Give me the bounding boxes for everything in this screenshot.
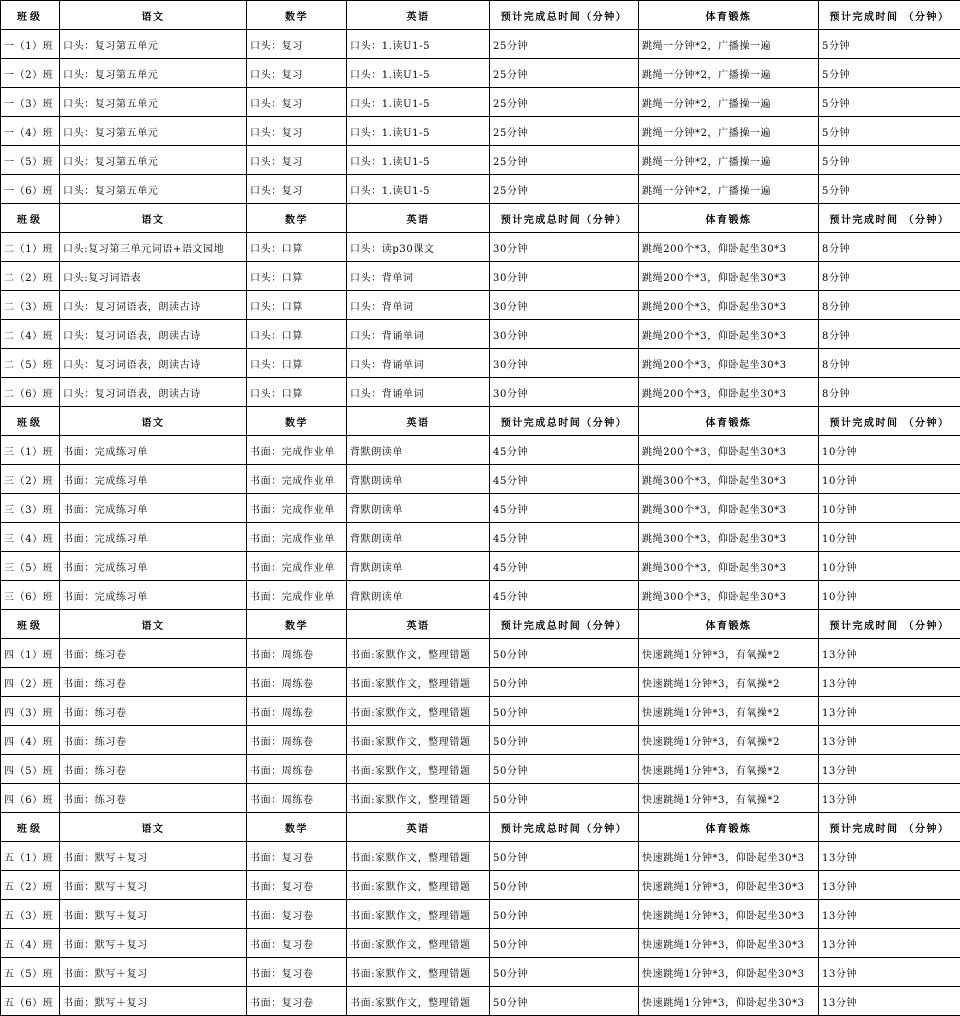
header-cell-chinese: 语文 — [60, 204, 247, 233]
header-cell-pe: 体育锻炼 — [639, 813, 819, 842]
cell-grade: 一（3）班 — [1, 88, 60, 117]
cell-chinese: 书面：练习卷 — [60, 639, 247, 668]
cell-total-time: 45分钟 — [490, 523, 639, 552]
cell-chinese: 口头：复习第五单元 — [60, 88, 247, 117]
cell-total-time: 50分钟 — [490, 726, 639, 755]
cell-grade: 二（5）班 — [1, 349, 60, 378]
cell-pe-time: 8分钟 — [819, 349, 960, 378]
cell-pe: 快速跳绳1分钟*3，仰卧起坐30*3 — [639, 842, 819, 871]
cell-chinese: 口头:复习词语表 — [60, 262, 247, 291]
cell-english: 背默朗读单 — [347, 552, 490, 581]
cell-math: 书面：周练卷 — [247, 668, 347, 697]
cell-pe: 快速跳绳1分钟*3，仰卧起坐30*3 — [639, 900, 819, 929]
cell-grade: 一（6）班 — [1, 175, 60, 204]
cell-chinese: 书面：练习卷 — [60, 668, 247, 697]
table-row — [1, 755, 960, 784]
table-row — [1, 784, 960, 813]
cell-grade: 四（1）班 — [1, 639, 60, 668]
cell-total-time: 30分钟 — [490, 320, 639, 349]
cell-english: 口头：背诵单词 — [347, 349, 490, 378]
cell-total-time: 50分钟 — [490, 987, 639, 1016]
cell-english: 书面:家默作文，整理错题 — [347, 900, 490, 929]
cell-total-time: 50分钟 — [490, 639, 639, 668]
header-cell-english: 英语 — [347, 204, 490, 233]
cell-total-time: 30分钟 — [490, 349, 639, 378]
table-row — [1, 59, 960, 88]
cell-english: 背默朗读单 — [347, 523, 490, 552]
cell-math: 书面：完成作业单 — [247, 436, 347, 465]
cell-math: 书面：周练卷 — [247, 784, 347, 813]
table-row — [1, 88, 960, 117]
cell-grade: 三（1）班 — [1, 436, 60, 465]
cell-grade: 五（4）班 — [1, 929, 60, 958]
cell-pe: 跳绳300个*3，仰卧起坐30*3 — [639, 494, 819, 523]
cell-pe-time: 13分钟 — [819, 987, 960, 1016]
cell-english: 书面:家默作文，整理错题 — [347, 987, 490, 1016]
cell-total-time: 50分钟 — [490, 755, 639, 784]
table-row — [1, 146, 960, 175]
cell-chinese: 口头：复习词语表，朗读古诗 — [60, 378, 247, 407]
header-cell-chinese: 语文 — [60, 813, 247, 842]
cell-grade: 四（6）班 — [1, 784, 60, 813]
cell-total-time: 45分钟 — [490, 465, 639, 494]
cell-pe: 跳绳一分钟*2，广播操一遍 — [639, 30, 819, 59]
cell-pe: 跳绳300个*3，仰卧起坐30*3 — [639, 523, 819, 552]
cell-chinese: 书面：完成练习单 — [60, 465, 247, 494]
cell-math: 书面：周练卷 — [247, 639, 347, 668]
cell-total-time: 50分钟 — [490, 842, 639, 871]
cell-english: 书面:家默作文，整理错题 — [347, 929, 490, 958]
cell-pe-time: 10分钟 — [819, 465, 960, 494]
table-row — [1, 929, 960, 958]
cell-chinese: 书面：默写＋复习 — [60, 929, 247, 958]
cell-chinese: 书面：完成练习单 — [60, 581, 247, 610]
cell-math: 口头：口算 — [247, 233, 347, 262]
cell-total-time: 25分钟 — [490, 175, 639, 204]
cell-pe-time: 13分钟 — [819, 697, 960, 726]
header-cell-pe: 体育锻炼 — [639, 407, 819, 436]
header-cell-english: 英语 — [347, 1, 490, 30]
cell-english: 口头：1.读U1-5 — [347, 175, 490, 204]
cell-pe-time: 13分钟 — [819, 842, 960, 871]
cell-pe: 快速跳绳1分钟*3，有氧操*2 — [639, 668, 819, 697]
table-row — [1, 494, 960, 523]
cell-pe-time: 10分钟 — [819, 581, 960, 610]
cell-total-time: 45分钟 — [490, 581, 639, 610]
cell-pe-time: 5分钟 — [819, 30, 960, 59]
cell-chinese: 书面：完成练习单 — [60, 552, 247, 581]
cell-math: 口头：复习 — [247, 88, 347, 117]
header-cell-chinese: 语文 — [60, 610, 247, 639]
cell-chinese: 书面：默写＋复习 — [60, 871, 247, 900]
cell-math: 口头：口算 — [247, 291, 347, 320]
cell-pe-time: 13分钟 — [819, 784, 960, 813]
header-cell-total-time: 预计完成总时间（分钟） — [490, 204, 639, 233]
cell-grade: 二（1）班 — [1, 233, 60, 262]
cell-chinese: 书面：练习卷 — [60, 726, 247, 755]
cell-grade: 三（6）班 — [1, 581, 60, 610]
cell-chinese: 书面：练习卷 — [60, 755, 247, 784]
cell-chinese: 书面：完成练习单 — [60, 436, 247, 465]
table-row — [1, 842, 960, 871]
header-cell-grade: 班级 — [1, 610, 60, 639]
cell-pe: 跳绳200个*3，仰卧起坐30*3 — [639, 436, 819, 465]
cell-chinese: 书面：练习卷 — [60, 784, 247, 813]
cell-math: 书面：复习卷 — [247, 842, 347, 871]
cell-chinese: 口头：复习词语表，朗读古诗 — [60, 349, 247, 378]
cell-grade: 二（2）班 — [1, 262, 60, 291]
cell-pe-time: 8分钟 — [819, 233, 960, 262]
cell-pe-time: 10分钟 — [819, 523, 960, 552]
cell-pe: 跳绳200个*3，仰卧起坐30*3 — [639, 262, 819, 291]
header-row — [1, 204, 960, 233]
cell-grade: 三（3）班 — [1, 494, 60, 523]
cell-english: 背默朗读单 — [347, 465, 490, 494]
table-row — [1, 581, 960, 610]
table-row — [1, 349, 960, 378]
header-cell-math: 数学 — [247, 610, 347, 639]
cell-pe-time: 8分钟 — [819, 320, 960, 349]
header-cell-grade: 班级 — [1, 813, 60, 842]
cell-pe: 跳绳一分钟*2，广播操一遍 — [639, 175, 819, 204]
cell-pe: 快速跳绳1分钟*3，仰卧起坐30*3 — [639, 929, 819, 958]
cell-chinese: 书面：默写＋复习 — [60, 842, 247, 871]
cell-english: 书面:家默作文，整理错题 — [347, 755, 490, 784]
header-cell-pe-time: 预计完成时间 （分钟） — [819, 204, 960, 233]
cell-grade: 三（4）班 — [1, 523, 60, 552]
cell-pe: 快速跳绳1分钟*3，有氧操*2 — [639, 639, 819, 668]
cell-pe: 跳绳一分钟*2，广播操一遍 — [639, 88, 819, 117]
table-row — [1, 465, 960, 494]
cell-total-time: 50分钟 — [490, 929, 639, 958]
cell-math: 书面：完成作业单 — [247, 465, 347, 494]
header-cell-english: 英语 — [347, 407, 490, 436]
cell-pe-time: 5分钟 — [819, 146, 960, 175]
table-body — [1, 1, 960, 1016]
cell-english: 口头：1.读U1-5 — [347, 146, 490, 175]
cell-chinese: 书面：完成练习单 — [60, 494, 247, 523]
cell-english: 口头：1.读U1-5 — [347, 30, 490, 59]
cell-pe-time: 13分钟 — [819, 668, 960, 697]
cell-total-time: 45分钟 — [490, 494, 639, 523]
cell-chinese: 书面：默写＋复习 — [60, 900, 247, 929]
cell-pe: 快速跳绳1分钟*3，有氧操*2 — [639, 697, 819, 726]
cell-pe: 快速跳绳1分钟*3，有氧操*2 — [639, 726, 819, 755]
cell-grade: 一（1）班 — [1, 30, 60, 59]
cell-grade: 一（5）班 — [1, 146, 60, 175]
table-row — [1, 900, 960, 929]
table-row — [1, 958, 960, 987]
cell-chinese: 书面：默写＋复习 — [60, 958, 247, 987]
cell-math: 口头：口算 — [247, 320, 347, 349]
cell-english: 书面:家默作文，整理错题 — [347, 668, 490, 697]
cell-math: 口头：复习 — [247, 117, 347, 146]
cell-math: 口头：口算 — [247, 378, 347, 407]
cell-math: 书面：完成作业单 — [247, 523, 347, 552]
cell-english: 背默朗读单 — [347, 494, 490, 523]
cell-math: 口头：口算 — [247, 349, 347, 378]
cell-math: 书面：完成作业单 — [247, 552, 347, 581]
cell-math: 书面：周练卷 — [247, 726, 347, 755]
cell-math: 口头：复习 — [247, 30, 347, 59]
header-cell-total-time: 预计完成总时间（分钟） — [490, 610, 639, 639]
cell-pe-time: 5分钟 — [819, 59, 960, 88]
cell-grade: 二（6）班 — [1, 378, 60, 407]
cell-grade: 二（3）班 — [1, 291, 60, 320]
cell-total-time: 50分钟 — [490, 900, 639, 929]
cell-math: 书面：周练卷 — [247, 697, 347, 726]
cell-grade: 四（4）班 — [1, 726, 60, 755]
table-row — [1, 552, 960, 581]
cell-math: 书面：复习卷 — [247, 929, 347, 958]
cell-grade: 五（6）班 — [1, 987, 60, 1016]
cell-pe: 跳绳300个*3，仰卧起坐30*3 — [639, 581, 819, 610]
header-cell-pe: 体育锻炼 — [639, 204, 819, 233]
header-cell-english: 英语 — [347, 610, 490, 639]
header-cell-pe: 体育锻炼 — [639, 1, 819, 30]
header-cell-grade: 班级 — [1, 1, 60, 30]
cell-pe-time: 5分钟 — [819, 88, 960, 117]
table-row — [1, 987, 960, 1016]
header-cell-total-time: 预计完成总时间（分钟） — [490, 1, 639, 30]
header-cell-pe-time: 预计完成时间 （分钟） — [819, 813, 960, 842]
cell-math: 口头：复习 — [247, 59, 347, 88]
table-row — [1, 320, 960, 349]
cell-english: 口头：背单词 — [347, 291, 490, 320]
table-row — [1, 233, 960, 262]
header-cell-math: 数学 — [247, 204, 347, 233]
cell-grade: 五（3）班 — [1, 900, 60, 929]
cell-chinese: 书面：练习卷 — [60, 697, 247, 726]
cell-math: 书面：复习卷 — [247, 987, 347, 1016]
cell-total-time: 45分钟 — [490, 552, 639, 581]
cell-pe: 跳绳一分钟*2，广播操一遍 — [639, 117, 819, 146]
cell-pe-time: 10分钟 — [819, 436, 960, 465]
cell-chinese: 口头：复习第五单元 — [60, 30, 247, 59]
cell-english: 书面:家默作文，整理错题 — [347, 697, 490, 726]
table-row — [1, 30, 960, 59]
cell-total-time: 50分钟 — [490, 697, 639, 726]
cell-pe-time: 5分钟 — [819, 175, 960, 204]
header-row — [1, 407, 960, 436]
table-row — [1, 436, 960, 465]
table-row — [1, 262, 960, 291]
cell-english: 口头：背诵单词 — [347, 320, 490, 349]
cell-chinese: 口头：复习词语表，朗读古诗 — [60, 291, 247, 320]
cell-grade: 五（1）班 — [1, 842, 60, 871]
table-row — [1, 378, 960, 407]
table-row — [1, 668, 960, 697]
cell-grade: 二（4）班 — [1, 320, 60, 349]
table-row — [1, 697, 960, 726]
cell-pe: 跳绳200个*3，仰卧起坐30*3 — [639, 233, 819, 262]
cell-pe: 跳绳200个*3，仰卧起坐30*3 — [639, 291, 819, 320]
cell-grade: 三（5）班 — [1, 552, 60, 581]
cell-chinese: 口头：复习词语表，朗读古诗 — [60, 320, 247, 349]
header-cell-english: 英语 — [347, 813, 490, 842]
cell-pe: 跳绳200个*3，仰卧起坐30*3 — [639, 378, 819, 407]
header-cell-pe-time: 预计完成时间 （分钟） — [819, 1, 960, 30]
cell-math: 口头：复习 — [247, 146, 347, 175]
cell-english: 口头：1.读U1-5 — [347, 88, 490, 117]
cell-pe: 跳绳300个*3，仰卧起坐30*3 — [639, 465, 819, 494]
cell-grade: 四（5）班 — [1, 755, 60, 784]
cell-total-time: 50分钟 — [490, 668, 639, 697]
cell-grade: 四（2）班 — [1, 668, 60, 697]
cell-math: 书面：复习卷 — [247, 900, 347, 929]
table-row — [1, 291, 960, 320]
cell-english: 背默朗读单 — [347, 436, 490, 465]
cell-chinese: 口头:复习第三单元词语+语文园地 — [60, 233, 247, 262]
cell-math: 书面：复习卷 — [247, 871, 347, 900]
cell-chinese: 口头：复习第五单元 — [60, 59, 247, 88]
cell-math: 书面：完成作业单 — [247, 581, 347, 610]
cell-english: 口头：1.读U1-5 — [347, 59, 490, 88]
cell-pe-time: 13分钟 — [819, 755, 960, 784]
cell-math: 书面：复习卷 — [247, 958, 347, 987]
cell-english: 书面:家默作文，整理错题 — [347, 784, 490, 813]
cell-english: 书面:家默作文，整理错题 — [347, 726, 490, 755]
table-row — [1, 639, 960, 668]
cell-grade: 一（4）班 — [1, 117, 60, 146]
cell-chinese: 口头：复习第五单元 — [60, 175, 247, 204]
cell-pe-time: 13分钟 — [819, 958, 960, 987]
cell-grade: 三（2）班 — [1, 465, 60, 494]
table-row — [1, 871, 960, 900]
cell-pe-time: 10分钟 — [819, 494, 960, 523]
cell-total-time: 45分钟 — [490, 436, 639, 465]
header-row — [1, 1, 960, 30]
cell-pe: 快速跳绳1分钟*3，仰卧起坐30*3 — [639, 871, 819, 900]
cell-grade: 四（3）班 — [1, 697, 60, 726]
cell-total-time: 30分钟 — [490, 378, 639, 407]
cell-pe-time: 8分钟 — [819, 262, 960, 291]
cell-pe: 快速跳绳1分钟*3，有氧操*2 — [639, 784, 819, 813]
cell-english: 口头：读p30课文 — [347, 233, 490, 262]
cell-total-time: 30分钟 — [490, 291, 639, 320]
cell-chinese: 书面：默写＋复习 — [60, 987, 247, 1016]
cell-pe-time: 13分钟 — [819, 639, 960, 668]
cell-grade: 五（2）班 — [1, 871, 60, 900]
cell-chinese: 书面：完成练习单 — [60, 523, 247, 552]
cell-math: 书面：周练卷 — [247, 755, 347, 784]
header-cell-math: 数学 — [247, 813, 347, 842]
cell-total-time: 25分钟 — [490, 30, 639, 59]
cell-english: 书面:家默作文，整理错题 — [347, 958, 490, 987]
header-row — [1, 813, 960, 842]
cell-pe-time: 5分钟 — [819, 117, 960, 146]
header-cell-chinese: 语文 — [60, 407, 247, 436]
cell-total-time: 25分钟 — [490, 59, 639, 88]
cell-pe: 快速跳绳1分钟*3，仰卧起坐30*3 — [639, 987, 819, 1016]
cell-pe: 跳绳一分钟*2，广播操一遍 — [639, 59, 819, 88]
cell-english: 书面:家默作文，整理错题 — [347, 842, 490, 871]
cell-pe-time: 13分钟 — [819, 871, 960, 900]
table-row — [1, 523, 960, 552]
header-cell-total-time: 预计完成总时间（分钟） — [490, 813, 639, 842]
header-cell-chinese: 语文 — [60, 1, 247, 30]
header-cell-total-time: 预计完成总时间（分钟） — [490, 407, 639, 436]
cell-pe-time: 8分钟 — [819, 378, 960, 407]
cell-pe-time: 8分钟 — [819, 291, 960, 320]
cell-math: 书面：完成作业单 — [247, 494, 347, 523]
cell-total-time: 30分钟 — [490, 262, 639, 291]
cell-pe-time: 10分钟 — [819, 552, 960, 581]
cell-total-time: 25分钟 — [490, 146, 639, 175]
cell-english: 书面:家默作文，整理错题 — [347, 639, 490, 668]
header-cell-pe-time: 预计完成时间 （分钟） — [819, 610, 960, 639]
table-row — [1, 175, 960, 204]
cell-pe: 跳绳一分钟*2，广播操一遍 — [639, 146, 819, 175]
cell-total-time: 30分钟 — [490, 233, 639, 262]
header-cell-grade: 班级 — [1, 204, 60, 233]
cell-grade: 五（5）班 — [1, 958, 60, 987]
header-cell-pe-time: 预计完成时间 （分钟） — [819, 407, 960, 436]
header-cell-pe: 体育锻炼 — [639, 610, 819, 639]
cell-pe: 快速跳绳1分钟*3，仰卧起坐30*3 — [639, 958, 819, 987]
cell-pe: 跳绳200个*3，仰卧起坐30*3 — [639, 349, 819, 378]
cell-pe-time: 13分钟 — [819, 929, 960, 958]
cell-total-time: 50分钟 — [490, 958, 639, 987]
cell-pe-time: 13分钟 — [819, 726, 960, 755]
cell-english: 口头：1.读U1-5 — [347, 117, 490, 146]
table-row — [1, 117, 960, 146]
header-cell-math: 数学 — [247, 1, 347, 30]
cell-pe: 快速跳绳1分钟*3，有氧操*2 — [639, 755, 819, 784]
cell-english: 口头：背单词 — [347, 262, 490, 291]
cell-chinese: 口头：复习第五单元 — [60, 146, 247, 175]
cell-pe: 跳绳200个*3，仰卧起坐30*3 — [639, 320, 819, 349]
cell-math: 口头：口算 — [247, 262, 347, 291]
header-row — [1, 610, 960, 639]
cell-total-time: 50分钟 — [490, 871, 639, 900]
header-cell-grade: 班级 — [1, 407, 60, 436]
cell-chinese: 口头：复习第五单元 — [60, 117, 247, 146]
cell-total-time: 25分钟 — [490, 117, 639, 146]
cell-english: 背默朗读单 — [347, 581, 490, 610]
cell-total-time: 25分钟 — [490, 88, 639, 117]
cell-pe: 跳绳300个*3，仰卧起坐30*3 — [639, 552, 819, 581]
cell-total-time: 50分钟 — [490, 784, 639, 813]
header-cell-math: 数学 — [247, 407, 347, 436]
table-row — [1, 726, 960, 755]
cell-pe-time: 13分钟 — [819, 900, 960, 929]
cell-math: 口头：复习 — [247, 175, 347, 204]
cell-grade: 一（2）班 — [1, 59, 60, 88]
cell-english: 书面:家默作文，整理错题 — [347, 871, 490, 900]
cell-english: 口头：背诵单词 — [347, 378, 490, 407]
